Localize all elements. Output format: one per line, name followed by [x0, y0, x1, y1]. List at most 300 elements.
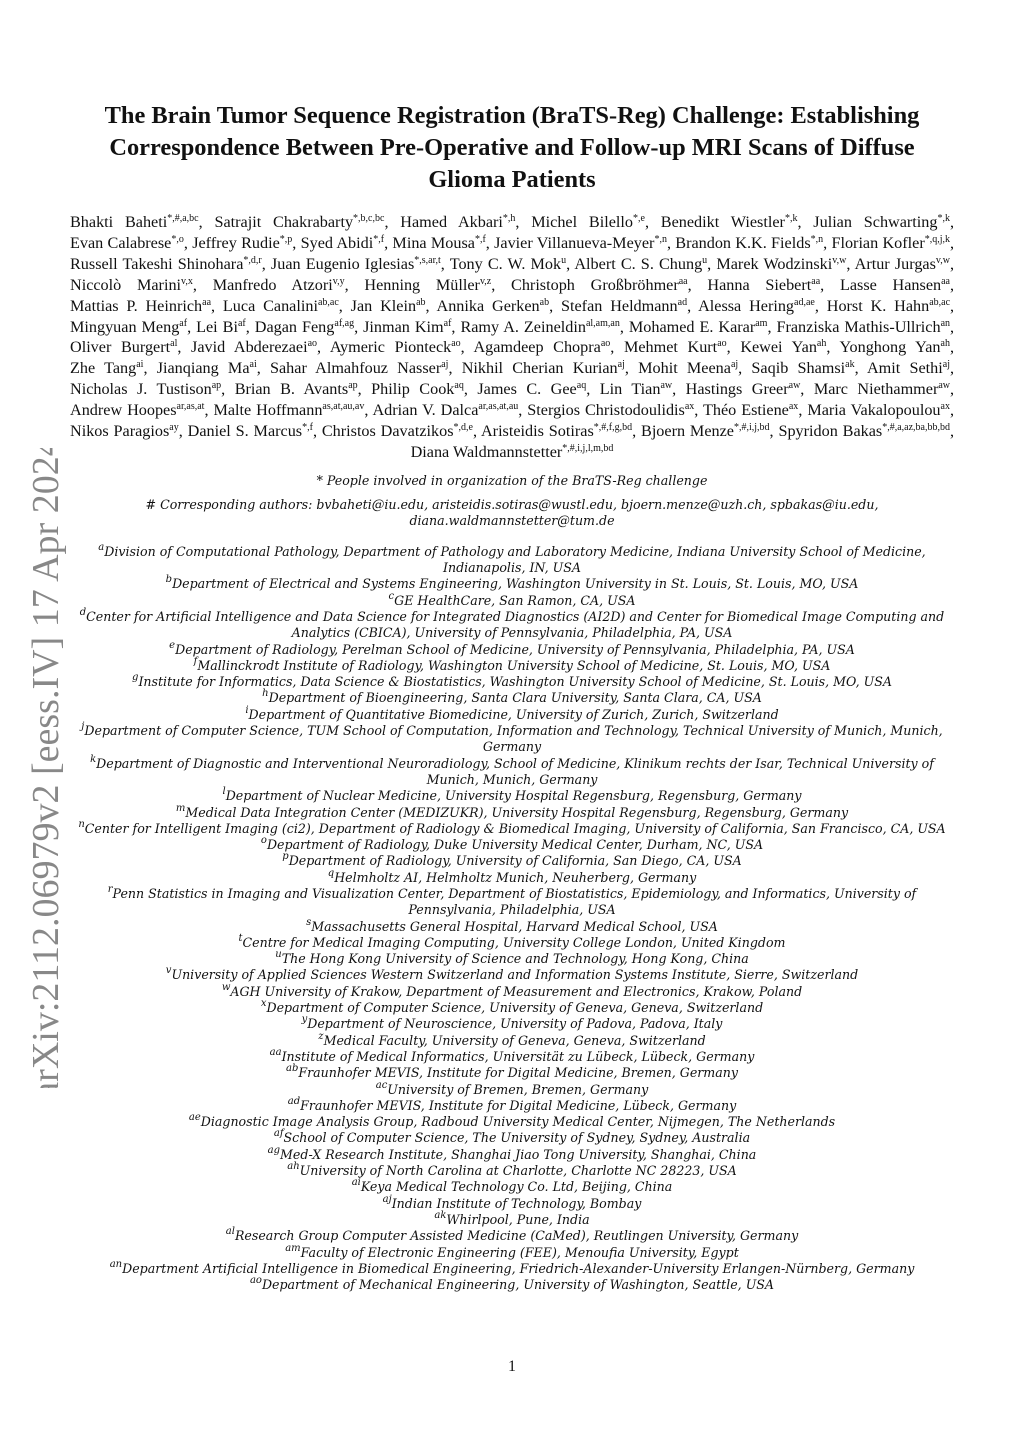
corresponding-line-2: diana.waldmannstetter@tum.de [409, 513, 615, 529]
corresponding-authors-note [70, 497, 954, 530]
author-name: Julian Schwarting [813, 213, 938, 231]
affiliation-item [70, 1065, 954, 1081]
corresponding-line-1: # Corresponding authors: bvbaheti@iu.edu, aristeidis.sotiras@wustl.edu, bjoern.menze@uzh.ch, spbakas@iu.edu, [145, 497, 879, 513]
author-affiliation-marks: ax [788, 401, 799, 413]
author-name: Théo Estiene [703, 401, 789, 420]
author [70, 234, 184, 252]
affiliation-item [70, 1144, 954, 1163]
author-name: Mohit Meena [638, 359, 731, 378]
affiliation-item [70, 1163, 954, 1179]
affiliation-text: Faculty of Electronic Engineering (FEE), Menoufia University, Egypt [300, 1244, 739, 1260]
author-name: Spyridon Bakas [778, 422, 883, 441]
author-name: Jan Klein [350, 296, 417, 315]
author-affiliation-marks: ad [677, 296, 688, 308]
affiliation-text: Massachusetts General Hospital, Harvard Medical School, USA [311, 918, 718, 934]
author-affiliation-marks: v,x [181, 275, 193, 287]
author [641, 422, 770, 440]
affiliation-text: University of Bremen, Bremen, Germany [387, 1081, 649, 1097]
affiliation-text: University of Applied Sciences Western Switzerland and Information Systems Institute, Sierre, Switzerland [171, 967, 859, 983]
author-affiliation-marks: ai [249, 359, 257, 371]
affiliation-key: d [79, 606, 87, 618]
author [698, 297, 815, 315]
author-name: Saqib Shamsi [751, 359, 846, 378]
author-affiliation-marks: *,n [654, 233, 667, 245]
affiliation-key: g [132, 672, 139, 684]
affiliation-text: Helmholtz AI, Helmholtz Munich, Neuherberg, Germany [334, 869, 697, 885]
affiliation-key: ao [249, 1275, 262, 1287]
affiliation-text: Department of Nuclear Medicine, University Hospital Regensburg, Regensburg, Germany [225, 788, 802, 804]
author-name: Stefan Heldmann [561, 296, 678, 315]
author [686, 380, 801, 398]
author-name: Artur Jurgas [854, 254, 936, 273]
author-name: Christoph Großbröhmer [511, 275, 679, 294]
affiliation-text: Mallinckrodt Institute of Radiology, Washington University School of Medicine, St. Louis, MO, USA [197, 657, 831, 673]
author-name: Sahar Almahfouz Nasser [269, 359, 442, 378]
author-affiliation-marks: *,#,a,bc [167, 213, 199, 224]
author-affiliation-marks: ap [211, 380, 222, 392]
affiliation-key: w [221, 981, 231, 993]
affiliation-text: Centre for Medical Imaging Computing, University College London, United Kingdom [242, 934, 786, 950]
author [814, 380, 950, 398]
author-name: Brandon K.K. Fields [675, 233, 811, 252]
author-name: Adrian V. Dalca [372, 401, 479, 420]
author [531, 213, 645, 231]
affiliation-key: ak [434, 1209, 447, 1221]
author-name: Lei Bi [196, 317, 238, 336]
affiliation-item [70, 853, 954, 869]
affiliation-key: n [78, 818, 85, 830]
author [271, 255, 441, 273]
title-page [70, 100, 954, 1293]
affiliation-text: Department of Mechanical Engineering, University of Washington, Seattle, USA [261, 1277, 775, 1293]
author [70, 359, 143, 377]
author [574, 255, 707, 273]
affiliation-text: Whirlpool, Pune, India [446, 1211, 590, 1227]
affiliation-text: Department of Quantitative Biomedicine, University of Zurich, Zurich, Switzerland [248, 706, 779, 722]
affiliation-key: ac [375, 1079, 388, 1091]
author-name: Nikhil Cherian Kurian [461, 359, 618, 378]
author-affiliation-marks: aj [441, 359, 449, 371]
affiliation-key: m [175, 802, 186, 814]
author-affiliation-marks: aq [576, 380, 587, 392]
author [527, 401, 694, 419]
affiliation-item [70, 1000, 954, 1016]
author-name: Nicholas J. Tustison [70, 380, 212, 399]
author-name: Malte Hoffmann [213, 401, 323, 420]
author [638, 359, 738, 377]
arxiv-id-text: arXiv:2112.06979v2 [eess.IV] 17 Apr 2024 [25, 448, 67, 1088]
author [807, 401, 950, 419]
author-name: Jinman Kim [363, 317, 444, 336]
affiliation-list [70, 541, 954, 1294]
author-name: Stergios Christodoulidis [527, 401, 685, 420]
author-affiliation-marks: ak [845, 359, 855, 371]
affiliation-key: ab [286, 1063, 299, 1075]
affiliation-text: Center for Intelligent Imaging (ci2), Department of Radiology & Biomedical Imaging, University of California, San Francisco, CA, USA [84, 820, 946, 836]
author-affiliation-marks: *,#,a,az,ba,bb,bd [882, 422, 950, 434]
affiliation-item [70, 1258, 954, 1277]
author [661, 213, 798, 231]
affiliation-text: Department of Radiology, University of California, San Diego, CA, USA [288, 853, 742, 869]
author-affiliation-marks: ab [539, 296, 550, 308]
author-name: Jianqiang Ma [156, 359, 250, 378]
affiliation-item [70, 837, 954, 853]
affiliation-key: ag [267, 1144, 281, 1156]
affiliation-text: GE HealthCare, San Ramon, CA, USA [394, 592, 636, 608]
author [70, 318, 187, 336]
affiliation-item [70, 1193, 954, 1212]
affiliation-item [70, 916, 954, 935]
affiliation-key: k [90, 753, 97, 765]
affiliation-text: Department of Electrical and Systems Engineering, Washington University in St. Louis, St. Louis, MO, USA [172, 576, 859, 592]
author-name: Agamdeep Chopra [473, 338, 601, 357]
affiliation-text: Fraunhofer MEVIS, Institute for Digital Medicine, Bremen, Germany [298, 1065, 738, 1081]
author-name: Bhakti Baheti [70, 213, 168, 231]
paper-title: The Brain Tumor Sequence Registration (BraTS-Reg) Challenge: Establishing Correspondence Between Pre-Operative and Follow-up MRI Scans of Diffuse Glioma Patients [104, 102, 920, 193]
author-name: Amit Sethi [866, 359, 943, 378]
author-affiliation-marks: *,s,ar,t [414, 254, 441, 266]
author-name: Maria Vakalopoulou [807, 401, 941, 420]
author [740, 338, 826, 356]
author-affiliation-marks: ab [416, 296, 426, 308]
author-name: Lasse Hansen [839, 275, 942, 294]
author-affiliation-marks: v,w [935, 254, 950, 266]
author [196, 318, 246, 336]
author-affiliation-marks: ay [169, 422, 179, 434]
affiliation-item [70, 1228, 954, 1244]
affiliation-item [70, 1242, 954, 1261]
author-affiliation-marks: v,w [832, 254, 847, 266]
author-name: Yonghong Yan [839, 338, 941, 357]
affiliation-key: c [388, 590, 395, 602]
author [270, 359, 448, 377]
affiliation-text: Research Group Computer Assisted Medicine (CaMed), Reutlingen University, Germany [234, 1228, 799, 1244]
author [322, 422, 473, 440]
affiliation-item [70, 1179, 954, 1195]
author-affiliation-marks: ad,ae [794, 296, 815, 308]
author [460, 318, 619, 336]
author-affiliation-marks: ao [451, 338, 461, 350]
author [675, 234, 823, 252]
author-name: Bjoern Menze [641, 422, 734, 441]
affiliation-item [70, 981, 954, 1000]
author [840, 276, 950, 294]
affiliation-item [70, 606, 954, 642]
author [411, 443, 614, 461]
author [351, 297, 426, 315]
affiliation-item [70, 1209, 954, 1228]
author-affiliation-marks: aj [942, 359, 950, 371]
arxiv-stamp-svg [6, 448, 78, 1088]
author-affiliation-marks: af [443, 317, 452, 329]
author-affiliation-marks: an [940, 317, 951, 329]
affiliation-item [70, 674, 954, 690]
author-affiliation-marks: aw [660, 380, 673, 392]
author [70, 213, 199, 231]
affiliation-key: b [165, 574, 173, 586]
author-affiliation-marks: ao [307, 338, 318, 350]
affiliation-item [70, 639, 954, 658]
author-name: Hamed Akbari [400, 213, 503, 231]
affiliation-key: l [222, 786, 226, 798]
author [600, 380, 672, 398]
affiliation-item [70, 576, 954, 592]
author-affiliation-marks: u [702, 254, 708, 266]
affiliation-key: an [109, 1258, 123, 1270]
author-affiliation-marks: *,o [171, 233, 184, 245]
author-affiliation-marks: ao [600, 338, 611, 350]
affiliation-text: Department of Bioengineering, Santa Clara University, Santa Clara, CA, USA [268, 690, 762, 706]
affiliation-item [70, 753, 954, 789]
author-name: Christos Davatzikos [321, 422, 454, 441]
affiliation-key: r [107, 884, 113, 895]
affiliation-text: Fraunhofer MEVIS, Institute for Digital Medicine, Lübeck, Germany [300, 1097, 737, 1113]
author-affiliation-marks: *,h [502, 213, 516, 224]
author [494, 234, 667, 252]
affiliation-item [70, 951, 954, 967]
author-name: Tony C. W. Mok [449, 254, 562, 273]
author-name: Diana Waldmannstetter [410, 442, 563, 461]
author-affiliation-marks: af [237, 317, 246, 329]
affiliation-item [70, 788, 954, 804]
author [213, 401, 364, 419]
affiliation-item [70, 590, 954, 609]
affiliation-text: Department Artificial Intelligence in Biomedical Engineering, Friedrich-Alexander-University Erlangen-Nürnberg, Germany [122, 1260, 915, 1276]
author-affiliation-marks: *,#,i,j,l,m,bd [562, 442, 614, 454]
affiliation-item [70, 1016, 954, 1032]
author-affiliation-marks: ab,ac [929, 296, 951, 308]
author [364, 276, 491, 294]
author-name: Nikos Paragios [70, 422, 170, 441]
affiliation-item [70, 1030, 954, 1049]
author [363, 318, 451, 336]
affiliation-key: i [245, 704, 249, 716]
author [813, 213, 950, 231]
affiliation-item [70, 541, 954, 577]
affiliation-item [70, 1277, 954, 1293]
author-affiliation-marks: aw [938, 380, 951, 392]
affiliation-key: j [81, 721, 85, 733]
author [213, 276, 345, 294]
arxiv-identifier-stamp [6, 448, 78, 1088]
author [192, 234, 292, 252]
affiliation-item [70, 690, 954, 706]
author-name: Mingyuan Meng [70, 317, 180, 336]
affiliation-key: q [327, 867, 335, 879]
author-affiliation-marks: af,ag [334, 317, 355, 329]
author-name: Henning Müller [364, 275, 480, 294]
author [70, 297, 211, 315]
affiliation-text: School of Computer Science, The University of Sydney, Sydney, Australia [283, 1130, 751, 1146]
author [235, 380, 358, 398]
affiliation-text: Department of Computer Science, TUM School of Computation, Information and Technology, Technical University of Munich, Munich, Germany [84, 723, 943, 755]
affiliation-text: Department of Computer Science, University of Geneva, Geneva, Switzerland [266, 1000, 764, 1016]
author-name: Andrew Hoopes [70, 401, 177, 420]
affiliation-text: Keya Medical Technology Co. Ltd, Beijing, China [360, 1179, 673, 1195]
author-name: Hastings Greer [685, 380, 789, 399]
affiliation-text: Department of Diagnostic and Interventional Neuroradiology, School of Medicine, Klinikum rechts der Isar, Technical University of Munich, Munich, Germany [96, 755, 934, 787]
author-affiliation-marks: aj [617, 359, 625, 371]
author [371, 380, 464, 398]
author-affiliation-marks: u [561, 254, 567, 266]
author [831, 234, 950, 252]
author-list: Bhakti Baheti$^{*,\#,a,bc}$, Satrajit Chakrabarty$^{*,b,c,bc}$, Hamed Akbari$^{*,h}$, Michel Bilello$^{*,e}$, Benedikt Wiestler$^{*,k}$, Julian Schwarting$^{*,k}$, Evan Calabrese$^{*,o}$, Jeffrey Rudie$^{*,p}$, Syed Abidi$^{*,f}$, Mina Mousa$^{*,f}$, Javier Villanueva-Meyer$^{*,n}$, Brandon K.K. Fields$^{*,n}$, Florian Kofler$^{*,q,j,k}$, Russell Takeshi Shinohara$^{*,d,r}$, Juan Eugenio Iglesias$^{*,s,ar,t}$, Tony C. W. Mok$^u$, Albert C. S. Chung$^u$, Marek Wodzinski$^{v,w}$, Artur Jurgas$^{v,w}$, Niccolò Marini$^{v,x}$, Manfredo Atzori$^{v,y}$, Henning Müller$^{v,z}$, Christoph Großbröhmer$^{aa}$, Hanna Siebert$^{aa}$, Lasse Hansen$^{aa}$, Mattias P. Heinrich$^{aa}$, Luca Canalini$^{ab,ac}$, Jan Klein$^{ab}$, Annika Gerken$^{ab}$, Stefan Heldmann$^{ad}$, Alessa Hering$^{ad,ae}$, Horst K. Hahn$^{ab,ac}$, Mingyuan Meng$^{af}$, Lei $Bi^{af}$, Dagan Feng$^{af,ag}$, Jinman Kim$^{af}$, Ramy A. Zeineldin$^{al,am,an}$, Mohamed E. Karar$^{am}$, Franziska Mathis-Ullrich$^{an}$, Oliver Burgert$^{al}$, Javid Abderezaei$^{ao}$, Aymeric Pionteck$^{ao}$, Agamdeep Chopra$^{ao}$, Mehmet Kurt$^{ao}$, Kewei Yan$^{ah}$, Yonghong Yan$^{ah}$, Zhe Tang$^{ai}$, Jianqiang $Ma^{ai}$, Sahar Almahfouz Nasser$^{aj}$, Nikhil Cherian Kurian$^{aj}$, Mohit Meena$^{aj}$, Saqib Shamsi$^{ak}$, Amit Sethi$^{aj}$, Nicholas J. Tustison$^{ap}$, Brian B. Avants$^{ap}$, Philip Cook$^{aq}$, James C. Gee$^{aq}$, Lin Tian$^{aw}$, Hastings Greer$^{aw}$, Marc Niethammer$^{aw}$, Andrew Hoopes$^{ar,as,at}$, Malte Hoffmann$^{as,at,au,av}$, Adrian V. Dalca$^{ar,as,at,au}$, Stergios Christodoulidis$^{ax}$, Théo Estiene$^{ax}$, Maria Vakalopoulou$^{ax}$, Nikos Paragios$^{ay}$, Daniel S. Marcus$^{*,f}$, Christos Davatzikos$^{*,d,e}$, Aristeidis Sotiras$^{*,\#,f,g,bd}$, Bjoern Menze$^{*,\#,i,j,bd}$, Spyridon Bakas$^{*,\#,a,az,ba,bb,bd}$, Diana Waldmannstetter$^{*,\#,i,j,l,m,bd}$ [70, 213, 955, 461]
affiliation-key: aa [269, 1046, 282, 1058]
affiliation-text: Med-X Research Institute, Shanghai Jiao Tong University, Shanghai, China [280, 1146, 757, 1162]
affiliation-item [70, 655, 954, 674]
affiliation-text: Indian Institute of Technology, Bombay [391, 1195, 642, 1211]
author-affiliation-marks: v,y [332, 275, 345, 287]
author-name: Evan Calabrese [70, 233, 172, 252]
author [70, 338, 177, 356]
organizers-note: * People involved in organization of the BraTS-Reg challenge [316, 472, 708, 488]
author-affiliation-marks: ah [816, 338, 827, 350]
author-affiliation-marks: ax [684, 401, 695, 413]
affiliation-key: a [98, 541, 105, 553]
author [776, 318, 950, 336]
author-name: Aristeidis Sotiras [480, 422, 594, 441]
author-affiliation-marks: *,q,j,k [924, 233, 951, 245]
affiliation-key: af [273, 1128, 284, 1140]
author-affiliation-marks: aq [454, 380, 464, 392]
author-affiliation-marks: *,e [632, 213, 645, 224]
affiliation-item [70, 1079, 954, 1098]
affiliation-key: t [238, 932, 243, 944]
author-name: Annika Gerken [436, 296, 540, 315]
author-name: Alessa Hering [698, 296, 795, 315]
author-affiliation-marks: ah [940, 338, 950, 350]
author-name: Brian B. Avants [234, 380, 349, 399]
author-affiliation-marks: *,k [937, 213, 950, 224]
author-affiliation-marks: ao [717, 338, 727, 350]
affiliation-key: f [193, 655, 198, 667]
author-name: Javier Villanueva-Meyer [494, 233, 655, 252]
author-name: Javid Abderezaei [191, 338, 308, 357]
author-affiliation-marks: *,#,f,g,bd [593, 422, 633, 434]
author [157, 359, 257, 377]
author [703, 401, 798, 419]
author-name: Aymeric Pionteck [329, 338, 452, 357]
author [301, 234, 384, 252]
author-affiliation-marks: ar,as,at,au [478, 401, 519, 413]
affiliation-item [70, 818, 954, 837]
affiliation-text: Center for Artificial Intelligence and Data Science for Integrated Diagnostics (AI2D) and Center for Biomedical Image Computing and Analytics (CBICA), University of Pennsylvania, Philadelphia, PA, USA [86, 608, 945, 641]
author-name: Mattias P. Heinrich [70, 296, 203, 315]
author [867, 359, 950, 377]
affiliation-text: Diagnostic Image Analysis Group, Radboud University Medical Center, Nijmegen, The Netherlands [200, 1114, 836, 1130]
author-affiliation-marks: aa [202, 296, 212, 308]
author [437, 297, 550, 315]
author-name: Philip Cook [371, 380, 455, 399]
author-name: Marek Wodzinski [716, 254, 833, 273]
author-name: Kewei Yan [740, 338, 817, 357]
author-affiliation-marks: *,#,i,j,bd [733, 422, 770, 434]
author-name: Zhe Tang [70, 359, 137, 378]
author-name: Marc Niethammer [813, 380, 939, 399]
author-name: Mohamed E. Karar [628, 317, 756, 336]
author-affiliation-marks: ai [136, 359, 144, 371]
author [707, 276, 820, 294]
affiliation-text: Institute for Informatics, Data Science & Biostatistics, Washington University School of Medicine, St. Louis, MO, USA [138, 674, 892, 690]
affiliation-key: ah [287, 1161, 300, 1173]
author-name: Lin Tian [599, 380, 661, 399]
author-name: Daniel S. Marcus [187, 422, 303, 441]
author-name: Hanna Siebert [707, 275, 812, 294]
affiliation-item [70, 704, 954, 723]
author [450, 255, 566, 273]
author [223, 297, 339, 315]
affiliation-key: o [260, 835, 267, 847]
affiliation-text: Department of Radiology, Duke University Medical Center, Durham, NC, USA [266, 837, 764, 853]
author [473, 338, 610, 356]
affiliation-key: x [260, 998, 267, 1010]
author [70, 255, 262, 273]
author-affiliation-marks: *,n [810, 233, 824, 245]
author-name: Mehmet Kurt [623, 338, 718, 357]
author [191, 338, 317, 356]
affiliation-text: Division of Computational Pathology, Department of Pathology and Laboratory Medicine, Indiana University School of Medicine, Indianapolis, IN, USA [104, 543, 926, 576]
affiliation-text: Department of Neuroscience, University of Padova, Padova, Italy [307, 1016, 723, 1032]
author-name: Syed Abidi [300, 233, 374, 252]
author-name: Dagan Feng [254, 317, 335, 336]
author-affiliation-marks: af [179, 317, 188, 329]
author-affiliation-marks: aj [730, 359, 739, 371]
author-affiliation-marks: *,p [279, 233, 293, 245]
author-name: Russell Takeshi Shinohara [70, 254, 244, 273]
author-affiliation-marks: ax [940, 401, 950, 413]
author-name: Jeffrey Rudie [192, 233, 280, 252]
author-name: Benedikt Wiestler [660, 213, 785, 231]
author-affiliation-marks: aa [811, 275, 821, 287]
author-affiliation-marks: as,at,au,av [322, 401, 365, 413]
author-name: Luca Canalini [222, 296, 318, 315]
author [214, 213, 384, 231]
affiliation-key: h [262, 688, 269, 700]
affiliation-item [70, 1130, 954, 1146]
author-affiliation-marks: ab,ac [317, 296, 339, 308]
author-affiliation-marks: *,f [373, 233, 385, 245]
author [751, 359, 854, 377]
author [400, 213, 515, 231]
author-name: Michel Bilello [531, 213, 633, 231]
author-affiliation-marks: *,f [302, 422, 313, 434]
affiliation-key: p [282, 851, 289, 863]
affiliation-item [70, 1046, 954, 1065]
affiliation-text: AGH University of Krakow, Department of Measurement and Electronics, Krakow, Poland [230, 983, 803, 999]
affiliation-key: ai [351, 1177, 361, 1189]
author [70, 276, 193, 294]
affiliation-key: ae [188, 1112, 201, 1124]
affiliation-item [70, 1095, 954, 1114]
author-name: Franziska Mathis-Ullrich [776, 317, 941, 336]
author-affiliation-marks: ar,as,at [176, 401, 205, 413]
author [778, 422, 950, 440]
author-affiliation-marks: *,b,c,bc [353, 213, 385, 224]
affiliation-item [70, 932, 954, 951]
author-name: Mina Mousa [392, 233, 475, 252]
affiliation-text: The Hong Kong University of Science and Technology, Hong Kong, China [281, 951, 749, 967]
affiliation-text: Medical Faculty, University of Geneva, Geneva, Switzerland [323, 1032, 706, 1048]
author [716, 255, 846, 273]
author-name: Florian Kofler [831, 233, 925, 252]
affiliation-key: v [165, 965, 172, 977]
affiliation-text: Department of Radiology, Perelman School of Medicine, University of Pennsylvania, Philadelphia, PA, USA [175, 641, 855, 657]
author [629, 318, 768, 336]
author [70, 380, 221, 398]
affiliation-item [70, 802, 954, 821]
affiliation-item [70, 967, 954, 983]
author-name: Albert C. S. Chung [574, 254, 703, 273]
